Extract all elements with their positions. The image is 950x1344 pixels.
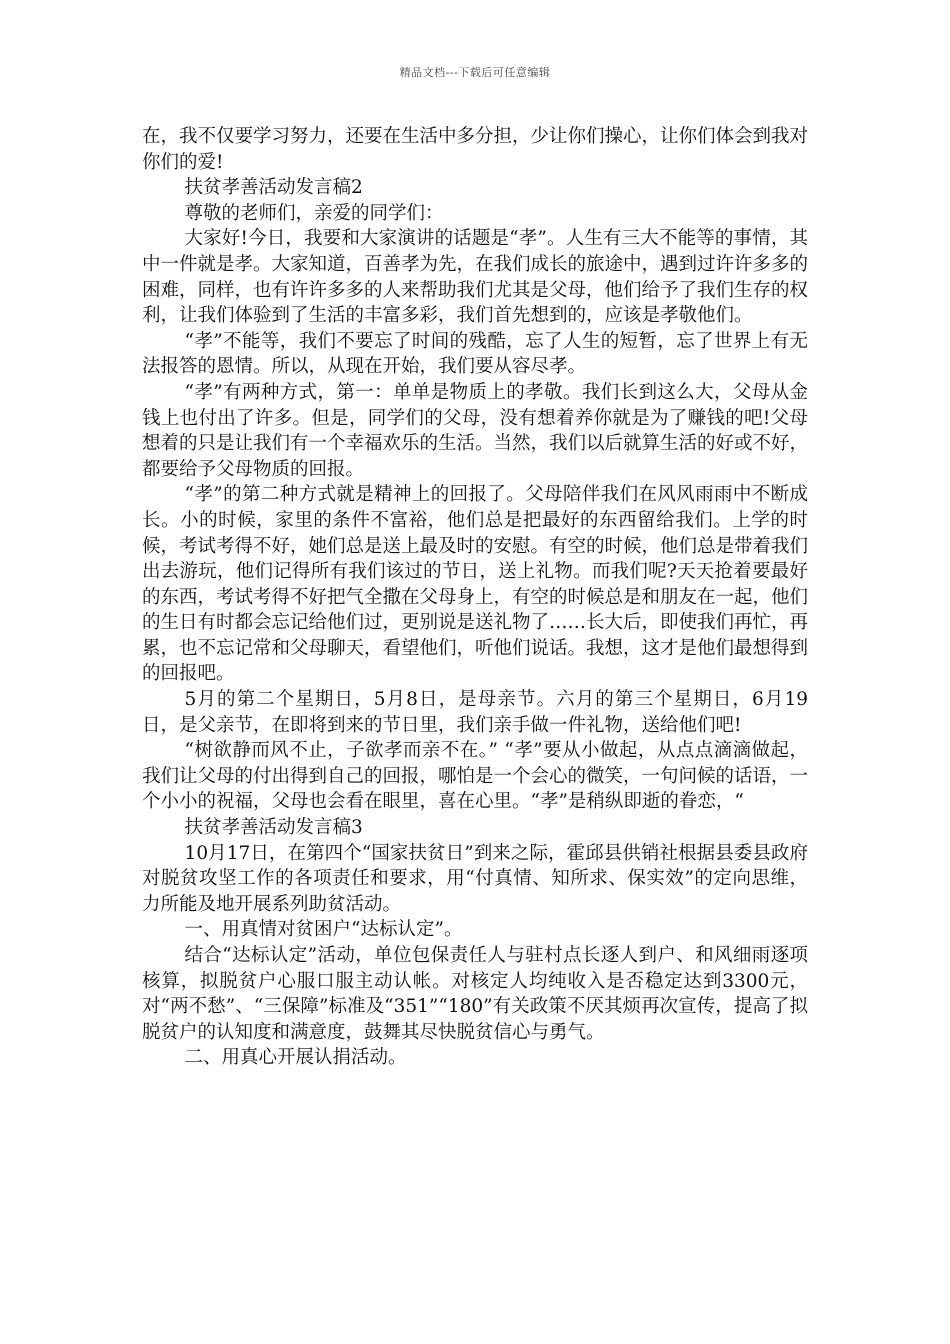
paragraph: “孝”有两种方式，第一：单单是物质上的孝敬。我们长到这么大，父母从金钱上也付出了许多。但是，同学们的父母，没有想着养你就是为了赚钱的吧!父母想着的只是让我们有一个幸福欢乐的生活。当然，我们以后就算生活的好或不好，都要给予父母物质的回报。 (142, 381, 809, 480)
subheading: 二、用真心开展认捐活动。 (184, 1047, 407, 1069)
document-body (142, 124, 808, 1071)
paragraph: “孝”的第二种方式就是精神上的回报了。父母陪伴我们在风风雨雨中不断成长。小的时候，家里的条件不富裕，他们总是把最好的东西留给我们。上学的时候，考试考得不好，她们总是送上最及时的安慰。有空的时候，他们总是带着我们出去游玩，他们记得所有我们该过的节日，送上礼物。而我们呢?天天抢着要最好的东西，考试考得不好把气全撒在父母身上，有空的时候总是和朋友在一起，他们的生日有时都会忘记给他们过，更别说是送礼物了……长大后，即使我们再忙，再累，也不忘记常和父母聊天，看望他们，听他们说话。我想，这才是他们最想得到的回报吧。 (142, 484, 809, 685)
salutation: 尊敬的老师们，亲爱的同学们： (184, 202, 444, 224)
paragraph: “树欲静而风不止，子欲孝而亲不在。” “孝”要从小做起，从点点滴滴做起，我们让父母的付出得到自己的回报，哪怕是一个会心的微笑，一句问候的话语，一个小小的祝福，父母也会看在眼里，喜在心里。“孝”是稍纵即逝的眷恋，“ (142, 740, 809, 813)
section-title-2: 扶贫孝善活动发言稿2 (184, 177, 363, 199)
subheading: 一、用真情对贫困户“达标认定”。 (184, 919, 463, 941)
paragraph: 大家好!今日，我要和大家演讲的话题是“孝”。人生有三大不能等的事情，其中一件就是孝。大家知道，百善孝为先，在我们成长的旅途中，遇到过许许多多的困难，同样，也有许许多多的人来帮助我们尤其是父母，他们给予了我们生存的权利，让我们体验到了生活的丰富多彩，我们首先想到的，应该是孝敬他们。 (142, 228, 809, 327)
paragraph-continued: 在，我不仅要学习努力，还要在生活中多分担，少让你们操心，让你们体会到我对你们的爱! (142, 126, 809, 173)
paragraph: 10月17日，在第四个“国家扶贫日”到来之际，霍邱县供销社根据县委县政府对脱贫攻坚工作的各项责任和要求，用“付真情、知所求、保实效”的定向思维，力所能及地开展系列助贫活动。 (142, 842, 808, 915)
section-title-3: 扶贫孝善活动发言稿3 (184, 817, 363, 839)
paragraph: 5月的第二个星期日，5月8日，是母亲节。六月的第三个星期日，6月19日，是父亲节，在即将到来的节日里，我们亲手做一件礼物，送给他们吧! (142, 689, 808, 736)
paragraph: “孝”不能等，我们不要忘了时间的残酷，忘了人生的短暂，忘了世界上有无法报答的恩情。所以，从现在开始，我们要从容尽孝。 (142, 330, 808, 378)
page-header: 精品文档---下载后可任意编辑 (399, 66, 551, 79)
paragraph: 结合“达标认定”活动，单位包保责任人与驻村点长逐人到户、和风细雨逐项核算，拟脱贫户心服口服主动认帐。对核定人均纯收入是否稳定达到3300元，对“两不愁”、“三保障”标准及“351”“180”有关政策不厌其烦再次宣传，提高了拟脱贫户的认知度和满意度，鼓舞其尽快脱贫信心与勇气。 (142, 945, 808, 1043)
